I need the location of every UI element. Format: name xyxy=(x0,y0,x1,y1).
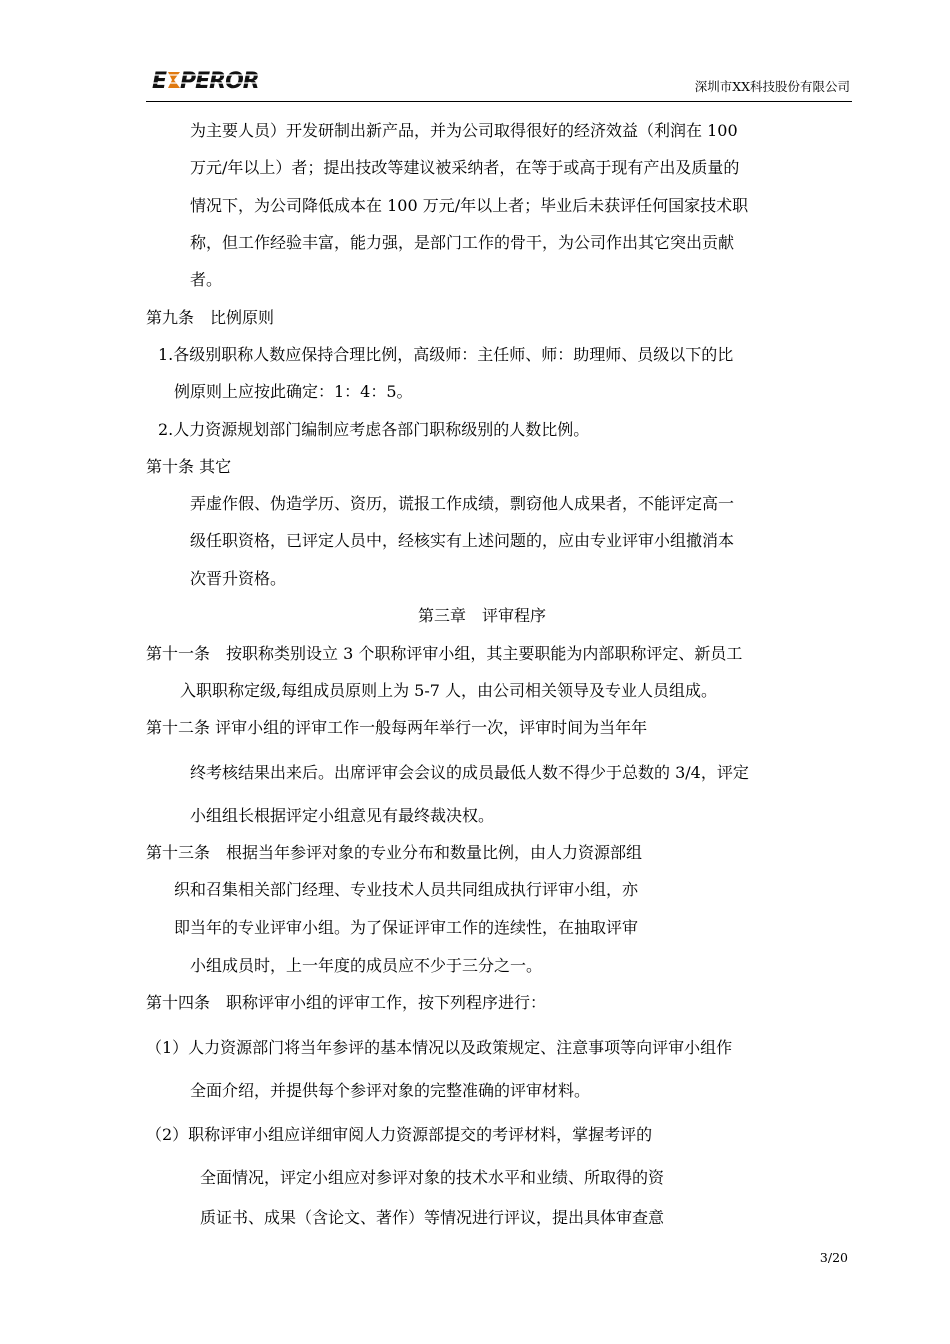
emperor-logo xyxy=(150,66,276,94)
body-line: 例原则上应按此确定：1：4：5。 xyxy=(174,382,413,401)
chapter-title: 第三章 评审程序 xyxy=(418,606,547,625)
article-heading: 第九条 比例原则 xyxy=(146,308,275,327)
body-line: 级任职资格，已评定人员中，经核实有上述问题的，应由专业评审小组撤消本 xyxy=(190,531,735,550)
svg-text:E: E xyxy=(152,69,167,94)
company-name: 深圳市XX科技股份有限公司 xyxy=(694,79,850,94)
body-line: 为主要人员）开发研制出新产品，并为公司取得很好的经济效益（利润在 100 xyxy=(190,121,738,140)
body-line: 者。 xyxy=(190,270,223,289)
body-line: 情况下，为公司降低成本在 100 万元/年以上者；毕业后未获评任何国家技术职 xyxy=(190,196,749,215)
body-line: 次晋升资格。 xyxy=(190,569,287,588)
body-line: 质证书、成果（含论文、著作）等情况进行评议，提出具体审查意 xyxy=(200,1208,665,1227)
article-heading: 第十四条 职称评审小组的评审工作，按下列程序进行： xyxy=(146,993,547,1012)
list-item: 1.各级别职称人数应保持合理比例，高级师：主任师、师：助理师、员级以下的比 xyxy=(158,345,734,364)
article-heading: 第十条 其它 xyxy=(146,457,232,476)
body-line: 全面介绍，并提供每个参评对象的完整准确的评审材料。 xyxy=(190,1081,591,1100)
body-line: 称，但工作经验丰富，能力强，是部门工作的骨干，为公司作出其它突出贡献 xyxy=(190,233,735,252)
list-item: （2）职称评审小组应详细审阅人力资源部提交的考评材料，掌握考评的 xyxy=(146,1125,653,1144)
article-heading: 第十二条 评审小组的评审工作一般每两年举行一次，评审时间为当年年 xyxy=(146,718,648,737)
body-line: 小组组长根据评定小组意见有最终裁决权。 xyxy=(190,806,495,825)
article-heading: 第十一条 按职称类别设立 3 个职称评审小组，其主要职能为内部职称评定、新员工 xyxy=(146,644,743,663)
list-item: 2.人力资源规划部门编制应考虑各部门职称级别的人数比例。 xyxy=(158,420,590,439)
article-heading: 第十三条 根据当年参评对象的专业分布和数量比例，由人力资源部组 xyxy=(146,843,643,862)
body-line: 全面情况，评定小组应对参评对象的技术水平和业绩、所取得的资 xyxy=(200,1168,665,1187)
page-number: 3/20 xyxy=(819,1250,848,1265)
body-line: 弄虚作假、伪造学历、资历，谎报工作成绩，剽窃他人成果者，不能评定高一 xyxy=(190,494,735,513)
body-line: 入职职称定级,每组成员原则上为 5-7 人，由公司相关领导及专业人员组成。 xyxy=(180,681,718,700)
list-item: （1）人力资源部门将当年参评的基本情况以及政策规定、注意事项等向评审小组作 xyxy=(146,1038,733,1057)
header-divider xyxy=(146,101,852,102)
body-line: 织和召集相关部门经理、专业技术人员共同组成执行评审小组，亦 xyxy=(174,880,639,899)
body-line: 小组成员时，上一年度的成员应不少于三分之一。 xyxy=(190,956,543,975)
body-line: 即当年的专业评审小组。为了保证评审工作的连续性，在抽取评审 xyxy=(174,918,639,937)
body-line: 万元/年以上）者；提出技改等建议被采纳者，在等于或高于现有产出及质量的 xyxy=(190,158,740,177)
svg-text:PEROR: PEROR xyxy=(180,69,259,94)
body-line: 终考核结果出来后。出席评审会会议的成员最低人数不得少于总数的 3/4，评定 xyxy=(190,763,749,782)
